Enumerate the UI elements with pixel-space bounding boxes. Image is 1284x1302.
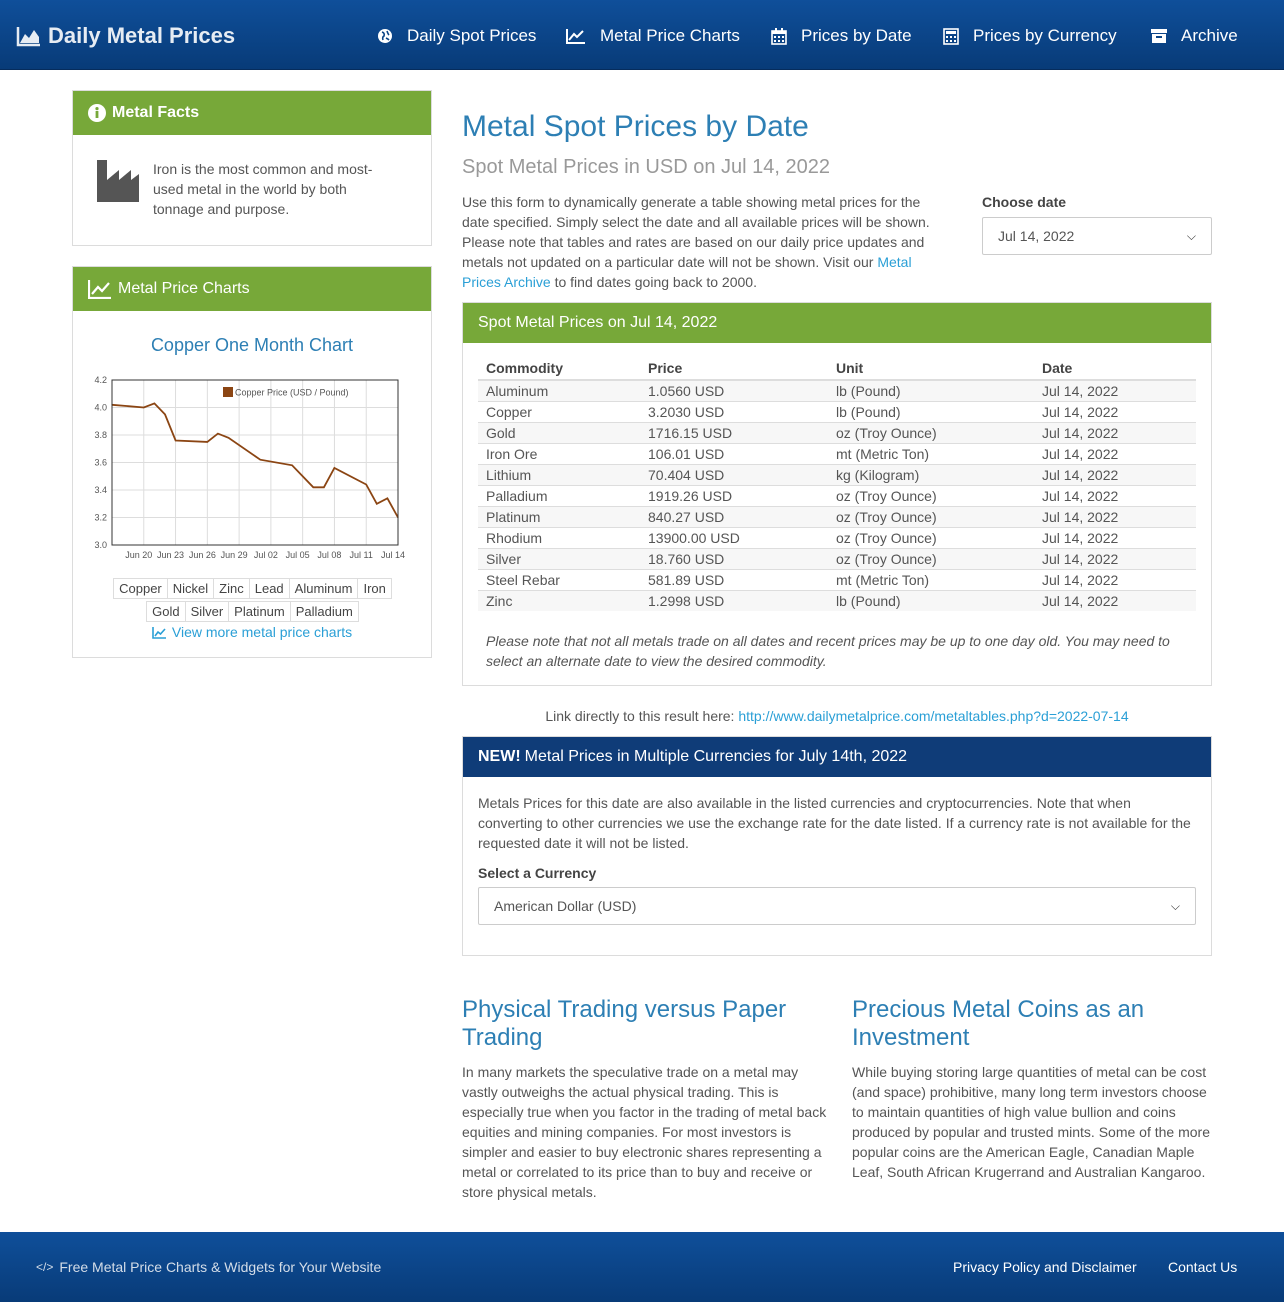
currency-select-value: American Dollar (USD) — [494, 898, 637, 914]
chevron-down-icon: ⌵ — [1170, 898, 1180, 913]
x-tick-label: Jun 20 — [125, 550, 153, 560]
y-tick-label: 4.2 — [94, 375, 107, 385]
page-title: Metal Spot Prices by Date — [462, 110, 809, 143]
cell-date: Jul 14, 2022 — [1034, 506, 1196, 527]
cell-price: 3.2030 USD — [640, 401, 828, 422]
nav-archive[interactable] — [1151, 22, 1238, 50]
table-row — [478, 380, 1196, 401]
cell-price: 840.27 USD — [640, 506, 828, 527]
table-row — [478, 569, 1196, 590]
nav-prices-by-currency[interactable] — [943, 22, 1117, 50]
metal-price-charts-header — [73, 267, 431, 311]
contact-us-link[interactable]: Contact Us — [1168, 1259, 1238, 1275]
brand-link[interactable] — [16, 22, 235, 50]
currency-select-label: Select a Currency — [478, 865, 597, 881]
metal-facts-panel — [72, 90, 432, 246]
metal-link-lead[interactable]: Lead — [249, 578, 290, 599]
y-tick-label: 3.0 — [94, 540, 107, 550]
intro-text-after: to find dates going back to 2000. — [550, 274, 757, 290]
currency-panel-text: Metals Prices for this date are also available in the listed currencies and cryptocurrencies. Note that when converting to other currencies we use the exchange rate for the date listed. If a currency rate is not available for the requested date it will not be listed. — [478, 795, 1191, 851]
table-body — [478, 380, 1196, 611]
spot-prices-table — [478, 357, 1196, 611]
x-tick-label: Jun 23 — [157, 550, 185, 560]
cell-commodity: Lithium — [478, 464, 640, 485]
table-header-row — [478, 357, 1196, 380]
x-tick-label: Jul 02 — [253, 550, 278, 560]
chevron-down-icon: ⌵ — [1186, 228, 1196, 243]
intro-text-before: Use this form to dynamically generate a table showing metal prices for the date specified. Simply select the date and all available prices will be shown. Please note that tables and rates are based on our daily price updates and metals not updated on a particular date will not be shown. Visit our — [462, 194, 930, 270]
cell-commodity: Iron Ore — [478, 443, 640, 464]
page-subtitle: Spot Metal Prices in USD on Jul 14, 2022 — [462, 156, 830, 178]
cell-date: Jul 14, 2022 — [1034, 485, 1196, 506]
spot-prices-header: Spot Metal Prices on Jul 14, 2022 — [463, 303, 1211, 343]
data-point — [143, 407, 144, 408]
cell-unit: mt (Metric Ton) — [828, 443, 1034, 464]
industry-icon — [97, 160, 139, 202]
table-row — [478, 527, 1196, 548]
metal-link-nickel[interactable]: Nickel — [167, 578, 214, 599]
cell-date: Jul 14, 2022 — [1034, 443, 1196, 464]
table-row — [478, 548, 1196, 569]
cell-date: Jul 14, 2022 — [1034, 548, 1196, 569]
chart-title[interactable]: Copper One Month Chart — [150, 335, 354, 355]
data-point — [334, 467, 335, 468]
cell-price: 1.0560 USD — [640, 380, 828, 401]
col-commodity: Commodity — [478, 357, 640, 380]
cell-date: Jul 14, 2022 — [1034, 464, 1196, 485]
cell-unit: oz (Troy Ounce) — [828, 485, 1034, 506]
metal-price-charts-panel — [72, 266, 432, 658]
cell-unit: oz (Troy Ounce) — [828, 548, 1034, 569]
table-row — [478, 485, 1196, 506]
cell-unit: oz (Troy Ounce) — [828, 506, 1034, 527]
x-tick-label: Jun 26 — [188, 550, 216, 560]
y-tick-label: 3.2 — [94, 512, 107, 523]
data-point — [228, 437, 229, 438]
cell-unit: oz (Troy Ounce) — [828, 422, 1034, 443]
metal-link-aluminum[interactable]: Aluminum — [289, 578, 359, 599]
data-point — [207, 441, 208, 442]
x-tick-label: Jun 29 — [220, 550, 248, 560]
y-tick-label: 4.0 — [94, 402, 107, 413]
globe-icon — [377, 28, 393, 44]
fact-body — [97, 159, 397, 219]
new-badge: NEW! — [478, 748, 521, 765]
cell-date: Jul 14, 2022 — [1034, 422, 1196, 443]
direct-link-url[interactable]: http://www.dailymetalprice.com/metaltables.php?d=2022-07-14 — [738, 708, 1129, 724]
cell-unit: oz (Troy Ounce) — [828, 527, 1034, 548]
table-row — [478, 590, 1196, 611]
direct-link-label: Link directly to this result here: — [545, 708, 735, 724]
widgets-link[interactable] — [36, 1259, 381, 1275]
cell-commodity: Steel Rebar — [478, 569, 640, 590]
cell-price: 581.89 USD — [640, 569, 828, 590]
info-circle-icon — [88, 104, 106, 122]
article-coins-text: While buying storing large quantities of metal can be cost (and space) prohibitive, many long term investors choose to maintain quantities of high value bullion and coins produced by popular and trusted mints. Some of the more popular coins are the American Eagle, Canadian Maple Leaf, South African Krugerrand and Australian Kangaroo. — [852, 1064, 1210, 1180]
calendar-icon — [771, 28, 787, 45]
nav-label: Metal Price Charts — [600, 26, 740, 45]
cell-unit: lb (Pound) — [828, 590, 1034, 611]
data-point — [376, 503, 377, 504]
cell-date: Jul 14, 2022 — [1034, 590, 1196, 611]
top-navbar — [0, 0, 1284, 70]
view-more-charts-label: View more metal price charts — [171, 624, 353, 640]
data-point — [366, 484, 367, 485]
legend-swatch — [223, 387, 233, 397]
metal-facts-title: Metal Facts — [112, 104, 200, 121]
privacy-policy-link[interactable]: Privacy Policy and Disclaimer — [953, 1259, 1137, 1275]
metal-links-row-1 — [73, 578, 431, 599]
cell-price: 18.760 USD — [640, 548, 828, 569]
table-row — [478, 464, 1196, 485]
metal-facts-header — [73, 91, 431, 135]
legend-label: Copper Price (USD / Pound) — [235, 387, 349, 398]
brand-name: Daily Metal Prices — [48, 23, 236, 48]
nav-metal-price-charts[interactable] — [566, 22, 740, 50]
nav-label: Prices by Date — [801, 26, 912, 45]
cell-commodity: Zinc — [478, 590, 640, 611]
cell-date: Jul 14, 2022 — [1034, 380, 1196, 401]
cell-price: 1919.26 USD — [640, 485, 828, 506]
currency-select[interactable] — [478, 887, 1196, 925]
table-row — [478, 443, 1196, 464]
table-row — [478, 422, 1196, 443]
nav-label: Daily Spot Prices — [407, 26, 537, 45]
metal-price-charts-title: Metal Price Charts — [118, 280, 250, 297]
data-point — [154, 403, 155, 404]
x-tick-label: Jul 05 — [285, 550, 310, 560]
metal-link-copper[interactable]: Copper — [113, 578, 168, 599]
data-point — [164, 414, 165, 415]
cell-date: Jul 14, 2022 — [1034, 401, 1196, 422]
data-point — [260, 459, 261, 460]
line-chart-icon — [566, 28, 586, 44]
nav-label: Prices by Currency — [973, 26, 1117, 45]
data-point — [175, 440, 176, 441]
col-price: Price — [640, 357, 828, 380]
fact-text: Iron is the most common and most-used metal in the world by both tonnage and purpose. — [153, 161, 373, 217]
metal-prices-archive-link[interactable]: Metal Prices Archive — [462, 254, 912, 290]
line-chart-icon — [152, 626, 167, 639]
y-tick-label: 3.6 — [94, 457, 107, 468]
cell-commodity: Platinum — [478, 506, 640, 527]
metal-link-gold[interactable]: Gold — [146, 601, 185, 622]
archive-icon — [1151, 28, 1167, 44]
cell-price: 13900.00 USD — [640, 527, 828, 548]
direct-link-line — [462, 708, 1212, 724]
currency-panel-header — [463, 737, 1211, 777]
cell-unit: mt (Metric Ton) — [828, 569, 1034, 590]
cell-unit: lb (Pound) — [828, 401, 1034, 422]
metal-link-palladium[interactable]: Palladium — [290, 601, 359, 622]
cell-commodity: Rhodium — [478, 527, 640, 548]
area-chart-icon — [16, 25, 42, 47]
spot-prices-panel — [462, 302, 1212, 686]
x-tick-label: Jul 14 — [380, 550, 406, 560]
cell-commodity: Gold — [478, 422, 640, 443]
article-physical-vs-paper-text: In many markets the speculative trade on a metal may vastly outweighs the actual physical trading. This is especially true when you factor in the trading of metal back equities and mining companies. For most investors is simpler and easier to buy electronic shares representing a metal or correlated to its price than to buy and receive or store physical metals. — [462, 1064, 827, 1200]
cell-commodity: Palladium — [478, 485, 640, 506]
choose-date-label: Choose date — [982, 194, 1067, 210]
article-coins-title: Precious Metal Coins as an Investment — [852, 996, 1145, 1051]
table-row — [478, 506, 1196, 527]
x-tick-label: Jul 11 — [349, 550, 373, 560]
calculator-icon — [943, 28, 959, 45]
data-point — [217, 433, 218, 434]
x-tick-label: Jul 08 — [317, 550, 342, 560]
currency-panel-title: Metal Prices in Multiple Currencies for July 14th, 2022 — [524, 748, 908, 765]
metal-link-silver[interactable]: Silver — [185, 601, 230, 622]
cell-commodity: Copper — [478, 401, 640, 422]
code-icon: </> — [36, 1260, 54, 1274]
cell-unit: kg (Kilogram) — [828, 464, 1034, 485]
metal-links-row-2 — [73, 601, 431, 622]
copper-chart — [73, 367, 431, 567]
cell-commodity: Silver — [478, 548, 640, 569]
cell-commodity: Aluminum — [478, 380, 640, 401]
line-chart-icon — [88, 279, 112, 299]
more-charts-wrap — [73, 624, 431, 642]
cell-price: 1716.15 USD — [640, 422, 828, 443]
data-point — [323, 487, 324, 488]
y-tick-label: 3.8 — [94, 430, 107, 440]
nav-prices-by-date[interactable] — [771, 22, 912, 50]
footer — [0, 1232, 1284, 1302]
metal-link-zinc[interactable]: Zinc — [213, 578, 250, 599]
table-row — [478, 401, 1196, 422]
currency-panel — [462, 736, 1212, 956]
view-more-charts-link[interactable] — [152, 624, 352, 640]
col-unit: Unit — [828, 357, 1034, 380]
article-physical-vs-paper-title: Physical Trading versus Paper Trading — [462, 996, 787, 1051]
cell-price: 106.01 USD — [640, 443, 828, 464]
y-tick-label: 3.4 — [94, 485, 107, 495]
cell-price: 1.2998 USD — [640, 590, 828, 611]
cell-date: Jul 14, 2022 — [1034, 527, 1196, 548]
metal-link-platinum[interactable]: Platinum — [228, 601, 291, 622]
data-point — [313, 487, 314, 488]
col-date: Date — [1034, 357, 1196, 380]
widgets-link-label: Free Metal Price Charts & Widgets for Your Website — [59, 1259, 382, 1275]
nav-daily-spot-prices[interactable] — [377, 22, 536, 50]
nav-label: Archive — [1181, 26, 1238, 45]
date-select-value: Jul 14, 2022 — [998, 228, 1075, 244]
data-point — [387, 498, 388, 499]
data-point — [291, 465, 292, 466]
cell-price: 70.404 USD — [640, 464, 828, 485]
date-select[interactable] — [982, 217, 1212, 255]
cell-unit: lb (Pound) — [828, 380, 1034, 401]
intro-text — [462, 192, 946, 292]
metal-link-iron[interactable]: Iron — [357, 578, 391, 599]
cell-date: Jul 14, 2022 — [1034, 569, 1196, 590]
table-note: Please note that not all metals trade on all dates and recent prices may be up to one day old. You may need to select an alternate date to view the desired commodity. — [486, 633, 1170, 669]
